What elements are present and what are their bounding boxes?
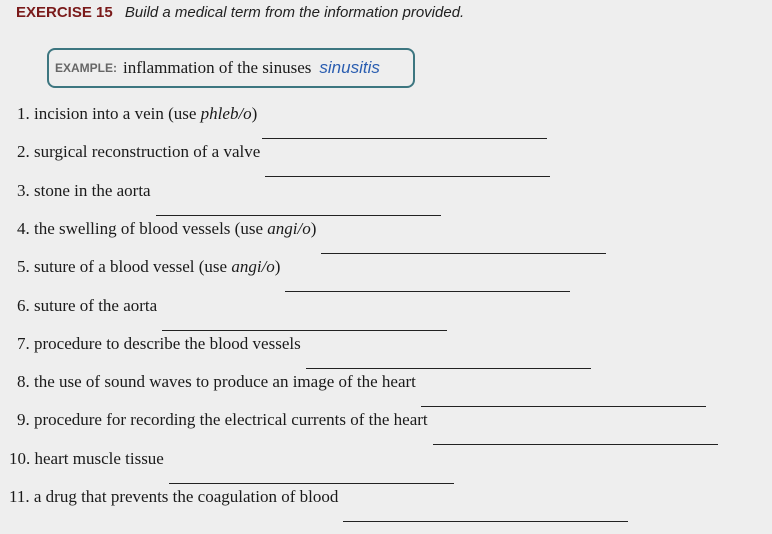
answer-blank[interactable] [156, 215, 441, 216]
item-number: 11. [9, 487, 30, 506]
answer-blank[interactable] [421, 406, 706, 407]
exercise-header [16, 4, 464, 21]
item-text: the swelling of blood vessels (use [34, 219, 268, 238]
answer-blank[interactable] [262, 138, 547, 139]
example-label: EXAMPLE: [55, 61, 118, 75]
item-text: stone in the aorta [34, 181, 151, 200]
item-combining-form: angi/o [231, 257, 275, 276]
answer-blank[interactable] [265, 176, 550, 177]
exercise-item [17, 372, 706, 412]
answer-blank[interactable] [343, 521, 628, 522]
answer-blank[interactable] [285, 291, 570, 292]
exercise-item [9, 487, 628, 527]
item-number: 7. [17, 334, 30, 353]
exercise-item [17, 257, 570, 297]
exercise-item [17, 334, 591, 374]
example-answer: sinusitis [319, 58, 380, 77]
item-number: 4. [17, 219, 30, 238]
answer-blank[interactable] [306, 368, 591, 369]
item-number: 2. [17, 142, 30, 161]
item-number: 6. [17, 296, 30, 315]
exercise-item [17, 104, 547, 144]
exercise-item [17, 219, 606, 259]
item-text: suture of the aorta [34, 296, 158, 315]
item-text: heart muscle tissue [34, 449, 164, 468]
item-text: suture of a blood vessel (use [34, 257, 232, 276]
item-text: procedure to describe the blood vessels [34, 334, 301, 353]
exercise-item [17, 410, 718, 450]
example-prompt: inflammation of the sinuses [123, 58, 312, 77]
answer-blank[interactable] [321, 253, 606, 254]
exercise-number: EXERCISE 15 [16, 4, 113, 21]
exercise-item [17, 296, 447, 336]
item-text-end: ) [251, 104, 258, 123]
item-text: incision into a vein (use [34, 104, 201, 123]
answer-blank[interactable] [162, 330, 447, 331]
item-combining-form: phleb/o [200, 104, 252, 123]
item-number: 8. [17, 372, 30, 391]
item-text: surgical reconstruction of a valve [34, 142, 261, 161]
item-text: a drug that prevents the coagulation of blood [33, 487, 339, 506]
item-text-end: ) [310, 219, 317, 238]
item-combining-form: angi/o [267, 219, 311, 238]
item-text: the use of sound waves to produce an image of the heart [34, 372, 416, 391]
exercise-item [9, 449, 454, 489]
item-text-end: ) [274, 257, 281, 276]
item-number: 10. [9, 449, 31, 468]
item-text: procedure for recording the electrical currents of the heart [34, 410, 428, 429]
exercise-instruction: Build a medical term from the information provided. [124, 4, 465, 21]
exercise-item [17, 142, 550, 182]
item-number: 1. [17, 104, 30, 123]
item-number: 9. [17, 410, 30, 429]
answer-blank[interactable] [433, 444, 718, 445]
item-number: 5. [17, 257, 30, 276]
item-number: 3. [17, 181, 30, 200]
example-box [47, 48, 415, 88]
exercise-item [17, 181, 441, 221]
answer-blank[interactable] [169, 483, 454, 484]
